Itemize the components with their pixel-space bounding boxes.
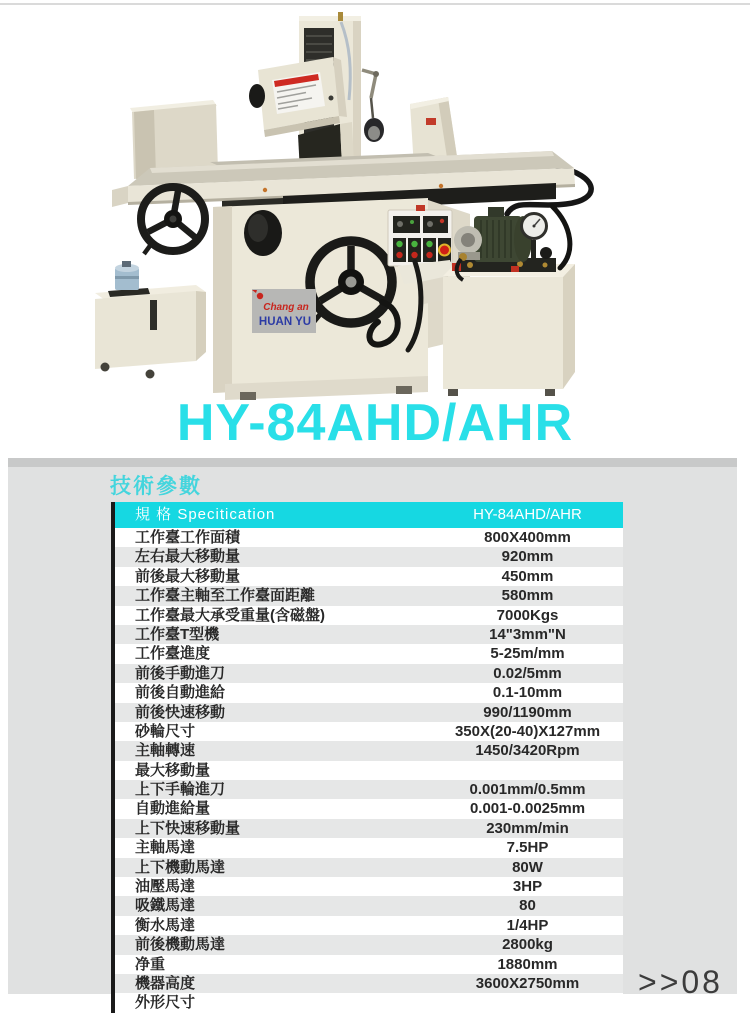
spec-row-value: 230mm/min bbox=[486, 819, 569, 837]
spec-row-label: 工作臺主軸至工作臺面距離 bbox=[135, 587, 316, 605]
spec-row-label: 工作臺進度 bbox=[135, 645, 211, 663]
spec-row-value: 800X400mm bbox=[484, 529, 571, 546]
spec-row-label: 上下手輪進刀 bbox=[135, 781, 226, 799]
coolant-tank bbox=[95, 261, 206, 379]
spec-row bbox=[115, 993, 623, 1012]
spec-row bbox=[115, 606, 623, 625]
spec-row bbox=[115, 625, 623, 644]
spec-row bbox=[115, 955, 623, 974]
machine-illustration bbox=[0, 0, 750, 458]
brand-line1: Chang an bbox=[263, 302, 309, 313]
spec-row bbox=[115, 586, 623, 605]
spec-row-label: 上下機動馬達 bbox=[135, 858, 226, 876]
hydraulic-unit bbox=[443, 206, 575, 396]
spec-row-value: 920mm bbox=[501, 548, 554, 566]
spec-row-label: 前後手動進刀 bbox=[135, 664, 226, 682]
spec-row-label: 前後機動馬達 bbox=[135, 936, 226, 954]
coolant-pump bbox=[108, 261, 150, 297]
spec-row-label: 工作臺T型機 bbox=[135, 625, 220, 643]
spec-row-label: 自動進給量 bbox=[135, 800, 211, 818]
wheel-head bbox=[249, 57, 354, 172]
spec-row-label: 衡水馬達 bbox=[135, 916, 196, 934]
lube-fitting bbox=[338, 12, 343, 21]
work-lamp bbox=[362, 70, 384, 142]
spec-row-label: 砂輪尺寸 bbox=[135, 722, 196, 740]
brand-line2: HUAN YU bbox=[258, 316, 312, 328]
spec-row-label: 主軸轉速 bbox=[135, 742, 196, 760]
spec-row bbox=[115, 916, 623, 935]
spec-row-value: 80W bbox=[512, 858, 543, 876]
spec-row bbox=[115, 838, 623, 857]
spec-row-label: 油壓馬達 bbox=[135, 878, 196, 896]
spec-row bbox=[115, 741, 623, 760]
spec-row-label: 前後快速移動 bbox=[135, 703, 226, 721]
panel-top-strip bbox=[8, 458, 737, 467]
spec-header-label: 規 格 Specitication bbox=[135, 506, 276, 523]
button-cluster bbox=[393, 238, 436, 262]
page-title: HY-84AHD/AHR bbox=[176, 394, 574, 452]
spec-row-value: 80 bbox=[519, 897, 536, 915]
emergency-stop-button bbox=[438, 238, 451, 262]
spec-row-value: 990/1190mm bbox=[483, 703, 572, 721]
spec-row-label: 前後最大移動量 bbox=[135, 567, 241, 585]
crossfeed-handwheel bbox=[244, 210, 282, 256]
spec-row-label: 前後自動進給 bbox=[135, 684, 226, 702]
filler-cap bbox=[540, 247, 552, 259]
spec-row-value: 350X(20-40)X127mm bbox=[454, 722, 601, 740]
spec-header-model: HY-84AHD/AHR bbox=[473, 506, 582, 523]
spec-table-body bbox=[115, 528, 623, 1013]
spec-row-value: 2800kg bbox=[502, 936, 553, 954]
spec-row bbox=[115, 819, 623, 838]
spec-row-value: 7.5HP bbox=[506, 839, 549, 857]
spec-panel bbox=[8, 458, 737, 1012]
spec-row bbox=[115, 935, 623, 954]
spec-row bbox=[115, 780, 623, 799]
spec-row-label: 機器高度 bbox=[135, 974, 196, 992]
spec-row-value: 580mm bbox=[501, 587, 554, 605]
spec-row-value: 3600X2750mm bbox=[475, 974, 580, 992]
spec-row-label: 上下快速移動量 bbox=[135, 819, 241, 837]
spec-row-value: 1/4HP bbox=[506, 916, 549, 934]
spec-row-label: 最大移動量 bbox=[135, 761, 211, 779]
spec-row-value: 0.001-0.0025mm bbox=[469, 800, 586, 818]
spec-row-label: 吸鐵馬達 bbox=[135, 897, 196, 915]
spec-row bbox=[115, 703, 623, 722]
spec-row bbox=[115, 644, 623, 663]
spec-row bbox=[115, 877, 623, 896]
spec-row bbox=[115, 858, 623, 877]
spindle-end-cap bbox=[249, 84, 265, 108]
spec-row-value: 14"3mm"N bbox=[489, 625, 566, 643]
spec-row-label: 主軸馬達 bbox=[135, 839, 196, 857]
spec-row-value: 5-25m/mm bbox=[490, 645, 565, 663]
spec-table bbox=[111, 502, 623, 1013]
spec-row bbox=[115, 528, 623, 547]
spec-row bbox=[115, 896, 623, 915]
spec-row-value: 1450/3420Rpm bbox=[475, 742, 580, 760]
spec-row-label: 工作臺最大承受重量(含磁盤) bbox=[135, 606, 325, 624]
spec-row bbox=[115, 974, 623, 993]
spec-row-value: 0.001mm/0.5mm bbox=[469, 781, 586, 799]
section-title: 技術參數 bbox=[110, 475, 202, 498]
spec-row-value: 450mm bbox=[501, 567, 554, 585]
spec-row-value: 3HP bbox=[512, 878, 543, 896]
spec-row-label: 左右最大移動量 bbox=[135, 548, 241, 566]
spec-row bbox=[115, 799, 623, 818]
red-sticker bbox=[426, 118, 436, 125]
spec-table-header bbox=[115, 502, 623, 528]
page-number: >>08 bbox=[638, 964, 723, 1000]
spec-row-value: 7000Kgs bbox=[496, 606, 559, 624]
spec-row-label: 净重 bbox=[135, 955, 166, 973]
spec-row bbox=[115, 567, 623, 586]
spec-row-label: 外形尺寸 bbox=[135, 994, 196, 1012]
machine-photo bbox=[0, 0, 750, 396]
spec-row bbox=[115, 761, 623, 780]
spec-row bbox=[115, 722, 623, 741]
spec-row-label: 工作臺工作面積 bbox=[135, 529, 241, 546]
spec-row-value: 1880mm bbox=[497, 955, 558, 973]
spec-row bbox=[115, 547, 623, 566]
spec-row bbox=[115, 664, 623, 683]
brand-label bbox=[252, 289, 316, 333]
spec-row-value: 0.1-10mm bbox=[492, 684, 563, 702]
spec-row-value: 0.02/5mm bbox=[493, 664, 562, 682]
spec-row bbox=[115, 683, 623, 702]
